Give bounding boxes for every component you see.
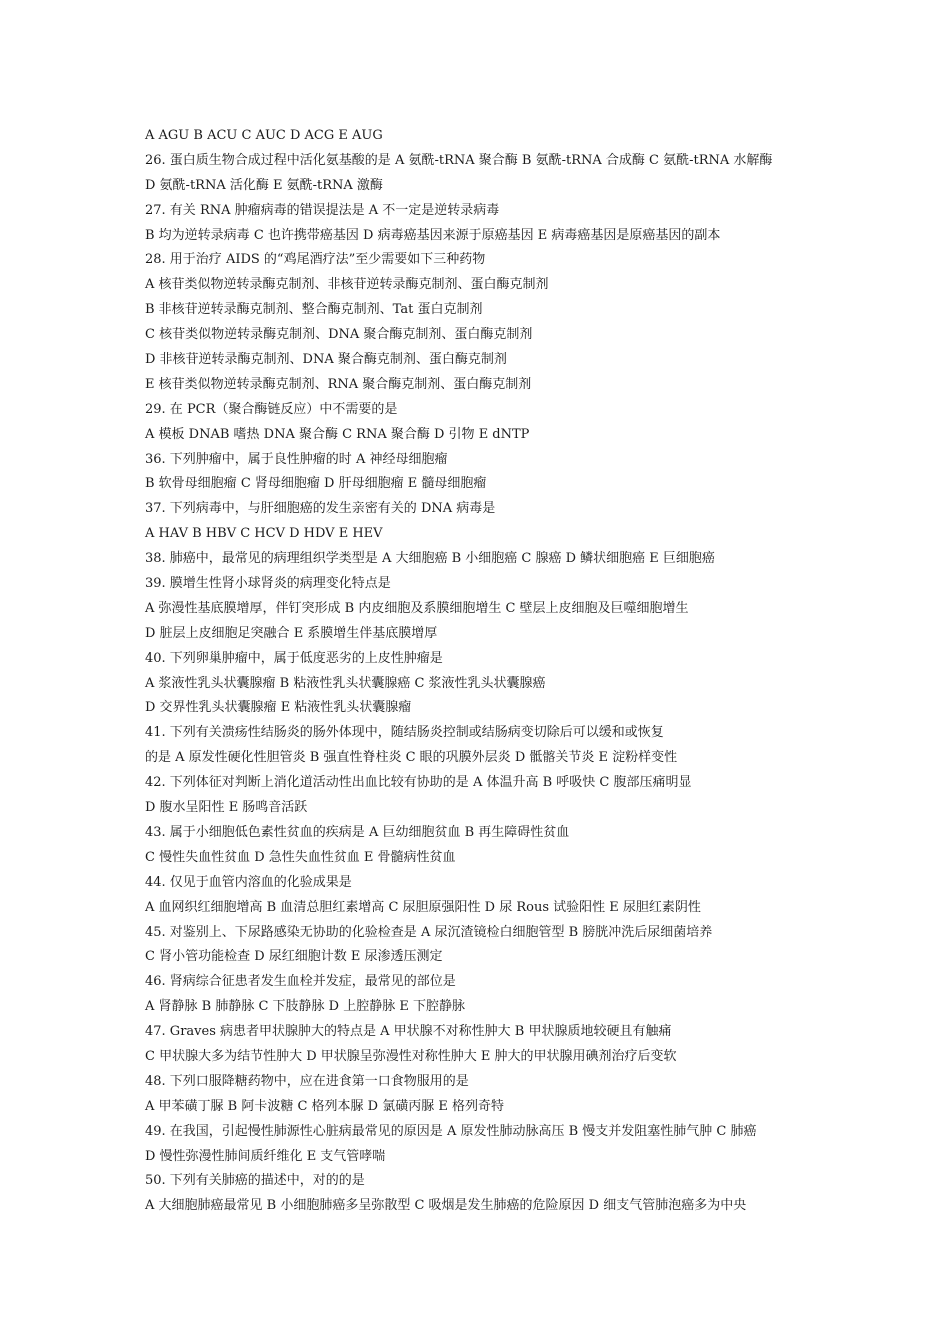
text-line: 46. 肾病综合征患者发生血栓并发症，最常见的部位是 (145, 974, 456, 990)
text-line: 40. 下列卵巢肿瘤中，属于低度恶劣的上皮性肿瘤是 (145, 650, 443, 666)
text-line: D 腹水呈阳性 E 肠鸣音活跃 (145, 800, 308, 816)
text-line: A 弥漫性基底膜增厚，伴钉突形成 B 内皮细胞及系膜细胞增生 C 壁层上皮细胞及巨噬细胞增生 (145, 600, 689, 616)
text-line: 38. 肺癌中，最常见的病理组织学类型是 A 大细胞癌 B 小细胞癌 C 腺癌 D 鳞状细胞癌 E 巨细胞癌 (145, 551, 715, 567)
text-line: A 血网织红细胞增高 B 血清总胆红素增高 C 尿胆原强阳性 D 尿 Rous 试验阳性 E 尿胆红素阴性 (145, 899, 701, 915)
text-line: C 甲状腺大多为结节性肿大 D 甲状腺呈弥漫性对称性肿大 E 肿大的甲状腺用碘剂治疗后变软 (145, 1048, 677, 1064)
text-line: A 浆液性乳头状囊腺瘤 B 粘液性乳头状囊腺癌 C 浆液性乳头状囊腺癌 (145, 675, 546, 691)
text-line: D 氨酰-tRNA 活化酶 E 氨酰-tRNA 激酶 (145, 177, 383, 193)
text-line: 26. 蛋白质生物合成过程中活化氨基酸的是 A 氨酰-tRNA 聚合酶 B 氨酰-tRNA 合成酶 C 氨酰-tRNA 水解酶 (145, 152, 773, 168)
text-line: 28. 用于治疗 AIDS 的“鸡尾酒疗法”至少需要如下三种药物 (145, 252, 486, 268)
text-line: 44. 仅见于血管内溶血的化验成果是 (145, 874, 352, 890)
text-line: 27. 有关 RNA 肿瘤病毒的错误提法是 A 不一定是逆转录病毒 (145, 202, 500, 218)
text-line: 48. 下列口服降糖药物中，应在进食第一口食物服用的是 (145, 1073, 469, 1089)
text-line: 29. 在 PCR（聚合酶链反应）中不需要的是 (145, 401, 398, 417)
text-line: D 非核苷逆转录酶克制剂、DNA 聚合酶克制剂、蛋白酶克制剂 (145, 352, 507, 368)
text-line: C 核苷类似物逆转录酶克制剂、DNA 聚合酶克制剂、蛋白酶克制剂 (145, 327, 533, 343)
text-line: 47. Graves 病患者甲状腺肿大的特点是 A 甲状腺不对称性肿大 B 甲状腺质地较硬且有触痛 (145, 1024, 672, 1040)
text-line: D 慢性弥漫性肺间质纤维化 E 支气管哮喘 (145, 1148, 386, 1164)
text-line: 36. 下列肿瘤中，属于良性肿瘤的时 A 神经母细胞瘤 (145, 451, 448, 467)
text-line: 37. 下列病毒中，与肝细胞癌的发生亲密有关的 DNA 病毒是 (145, 501, 496, 517)
text-line: E 核苷类似物逆转录酶克制剂、RNA 聚合酶克制剂、蛋白酶克制剂 (145, 376, 532, 392)
text-line: A 大细胞肺癌最常见 B 小细胞肺癌多呈弥散型 C 吸烟是发生肺癌的危险原因 D 细支气管肺泡癌多为中央 (145, 1198, 747, 1214)
text-line: 45. 对鉴别上、下尿路感染无协助的化验检查是 A 尿沉渣镜检白细胞管型 B 膀胱冲洗后尿细菌培养 (145, 924, 713, 940)
text-line: A 甲苯磺丁脲 B 阿卡波糖 C 格列本脲 D 氯磺丙脲 E 格列奇特 (145, 1098, 504, 1114)
text-line: D 脏层上皮细胞足突融合 E 系膜增生伴基底膜增厚 (145, 625, 438, 641)
text-line: 39. 膜增生性肾小球肾炎的病理变化特点是 (145, 576, 391, 592)
text-line: B 软骨母细胞瘤 C 肾母细胞瘤 D 肝母细胞瘤 E 髓母细胞瘤 (145, 476, 487, 492)
text-line: A AGU B ACU C AUC D ACG E AUG (145, 128, 383, 143)
text-line: 49. 在我国，引起慢性肺源性心脏病最常见的原因是 A 原发性肺动脉高压 B 慢支并发阻塞性肺气肿 C 肺癌 (145, 1123, 757, 1139)
text-line: A 肾静脉 B 肺静脉 C 下肢静脉 D 上腔静脉 E 下腔静脉 (145, 999, 465, 1015)
text-line: D 交界性乳头状囊腺瘤 E 粘液性乳头状囊腺瘤 (145, 700, 412, 716)
text-line: 50. 下列有关肺癌的描述中，对的的是 (145, 1173, 365, 1189)
text-line: C 慢性失血性贫血 D 急性失血性贫血 E 骨髓病性贫血 (145, 849, 456, 865)
text-line: A 模板 DNAB 嗜热 DNA 聚合酶 C RNA 聚合酶 D 引物 E dNTP (145, 426, 530, 442)
text-line: 42. 下列体征对判断上消化道活动性出血比较有协助的是 A 体温升高 B 呼吸快 C 腹部压痛明显 (145, 775, 692, 791)
text-line: 41. 下列有关溃疡性结肠炎的肠外体现中，随结肠炎控制或结肠病变切除后可以缓和或恢复 (145, 725, 664, 741)
text-line: 的是 A 原发性硬化性胆管炎 B 强直性脊柱炎 C 眼的巩膜外层炎 D 骶髂关节炎 E 淀粉样变性 (145, 750, 678, 766)
text-line: 43. 属于小细胞低色素性贫血的疾病是 A 巨幼细胞贫血 B 再生障碍性贫血 (145, 824, 570, 840)
text-line: A 核苷类似物逆转录酶克制剂、非核苷逆转录酶克制剂、蛋白酶克制剂 (145, 277, 549, 293)
document-text (145, 124, 825, 1219)
text-line: B 非核苷逆转录酶克制剂、整合酶克制剂、Tat 蛋白克制剂 (145, 302, 483, 318)
text-line: C 肾小管功能检查 D 尿红细胞计数 E 尿渗透压测定 (145, 949, 443, 965)
text-line: A HAV B HBV C HCV D HDV E HEV (145, 526, 383, 542)
text-line: B 均为逆转录病毒 C 也许携带癌基因 D 病毒癌基因来源于原癌基因 E 病毒癌基因是原癌基因的副本 (145, 227, 721, 243)
